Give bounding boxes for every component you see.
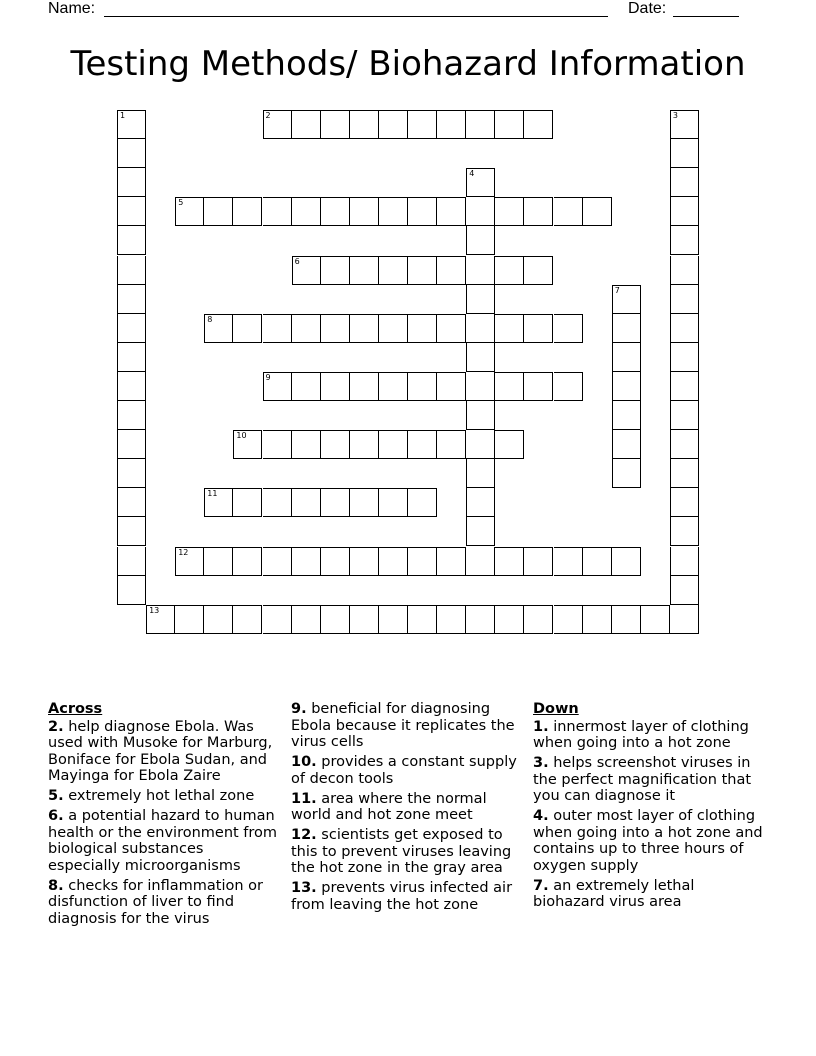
cell-number: 6 — [294, 256, 300, 266]
grid-cell[interactable] — [350, 547, 379, 576]
grid-cell[interactable] — [670, 430, 699, 459]
grid-cell[interactable] — [466, 314, 495, 343]
grid-cell[interactable] — [670, 488, 699, 517]
clue-down-3 — [533, 755, 768, 805]
grid-cell[interactable] — [175, 605, 204, 634]
cell-number: 13 — [149, 605, 160, 615]
cell-number: 3 — [672, 111, 678, 120]
clue-across-12 — [291, 827, 527, 877]
grid-cell[interactable] — [466, 372, 495, 401]
down-heading: Down — [533, 701, 579, 717]
grid-cell[interactable] — [408, 256, 437, 285]
clue-text: help diagnose Ebola. Was used with Musoke for Marburg, Boniface for Ebola Sudan, and Mayinga for Ebola Zaire — [48, 718, 273, 784]
grid-cell[interactable] — [117, 314, 146, 343]
grid-cell[interactable] — [408, 488, 437, 517]
cell-number: 2 — [265, 111, 271, 120]
grid-cell[interactable] — [263, 372, 292, 401]
grid-cell[interactable] — [350, 197, 379, 226]
grid-cell[interactable] — [233, 314, 262, 343]
grid-cell[interactable] — [408, 605, 437, 634]
clue-number: 13. — [291, 880, 317, 896]
grid-cell[interactable] — [350, 430, 379, 459]
grid-cell[interactable] — [437, 547, 466, 576]
grid-cell[interactable] — [350, 110, 379, 139]
grid-cell[interactable] — [292, 256, 321, 285]
clue-down-1 — [533, 719, 768, 752]
cell-number: 8 — [207, 314, 213, 324]
grid-cell[interactable] — [117, 401, 146, 430]
cell-number: 12 — [178, 547, 189, 557]
date-label: Date: — [628, 0, 667, 17]
grid-cell[interactable] — [292, 197, 321, 226]
cell-number: 11 — [207, 489, 218, 499]
grid-cell[interactable] — [583, 605, 612, 634]
grid-cell[interactable] — [350, 605, 379, 634]
grid-cell[interactable] — [321, 430, 350, 459]
grid-cell[interactable] — [583, 547, 612, 576]
grid-cell[interactable] — [292, 488, 321, 517]
grid-cell[interactable] — [321, 256, 350, 285]
clue-down-7 — [533, 878, 768, 911]
grid-cell[interactable] — [466, 197, 495, 226]
grid-cell[interactable] — [379, 605, 408, 634]
grid-cell[interactable] — [495, 256, 524, 285]
grid-cell[interactable] — [466, 547, 495, 576]
grid-cell[interactable] — [524, 110, 553, 139]
clue-column-1 — [48, 701, 280, 931]
grid-cell[interactable] — [466, 459, 495, 488]
clue-text: an extremely lethal biohazard virus area — [533, 877, 695, 910]
grid-cell[interactable] — [495, 605, 524, 634]
grid-cell[interactable] — [466, 517, 495, 546]
grid-cell[interactable] — [321, 372, 350, 401]
grid-cell[interactable] — [670, 197, 699, 226]
grid-cell[interactable] — [117, 343, 146, 372]
grid-cell[interactable] — [466, 256, 495, 285]
grid-cell[interactable] — [117, 430, 146, 459]
grid-cell[interactable] — [524, 547, 553, 576]
grid-cell[interactable] — [292, 110, 321, 139]
grid-cell[interactable] — [321, 314, 350, 343]
clue-column-2 — [291, 701, 527, 917]
clue-text: helps screenshot viruses in the perfect magnification that you can diagnose it — [533, 755, 752, 804]
clue-text: a potential hazard to human health or the environment from biological substances especially microorganisms — [48, 808, 278, 874]
grid-cell[interactable] — [263, 605, 292, 634]
grid-cell[interactable] — [292, 605, 321, 634]
grid-cell[interactable] — [408, 372, 437, 401]
clue-text: outer most layer of clothing when going into a hot zone and contains up to three hours of oxygen supply — [533, 808, 763, 874]
clue-text: scientists get exposed to this to prevent viruses leaving the hot zone in the gray area — [291, 827, 512, 876]
cell-number: 1 — [120, 111, 126, 120]
grid-cell[interactable] — [379, 547, 408, 576]
grid-cell[interactable] — [321, 488, 350, 517]
grid-cell[interactable] — [204, 547, 233, 576]
grid-cell[interactable] — [379, 197, 408, 226]
grid-cell[interactable] — [670, 576, 699, 605]
grid-cell[interactable] — [292, 430, 321, 459]
clue-text: extremely hot lethal zone — [68, 788, 255, 804]
date-blank-line[interactable] — [673, 16, 739, 17]
grid-cell[interactable] — [350, 256, 379, 285]
grid-cell[interactable] — [466, 285, 495, 314]
grid-cell[interactable] — [524, 605, 553, 634]
grid-cell[interactable] — [670, 605, 699, 634]
grid-cell[interactable] — [670, 372, 699, 401]
clue-number: 11. — [291, 790, 317, 807]
grid-cell[interactable] — [379, 430, 408, 459]
grid-cell[interactable] — [292, 547, 321, 576]
grid-cell[interactable] — [117, 285, 146, 314]
grid-cell[interactable] — [408, 110, 437, 139]
grid-cell[interactable] — [495, 547, 524, 576]
grid-cell[interactable] — [670, 401, 699, 430]
grid-cell[interactable] — [350, 314, 379, 343]
grid-cell[interactable] — [408, 314, 437, 343]
clue-number: 1. — [533, 718, 549, 735]
clue-across-9 — [291, 701, 527, 751]
grid-cell[interactable] — [263, 547, 292, 576]
grid-cell[interactable] — [263, 488, 292, 517]
clue-across-11 — [291, 791, 527, 824]
grid-cell[interactable] — [117, 168, 146, 197]
grid-cell[interactable] — [117, 226, 146, 255]
clue-across-2 — [48, 719, 280, 785]
grid-cell[interactable] — [612, 343, 641, 372]
grid-cell[interactable] — [612, 401, 641, 430]
grid-cell[interactable] — [175, 547, 204, 576]
name-label: Name: — [48, 0, 96, 17]
clue-text: area where the normal world and hot zone meet — [291, 790, 487, 823]
grid-cell[interactable] — [117, 517, 146, 546]
grid-cell[interactable] — [117, 256, 146, 285]
clue-number: 7. — [533, 877, 549, 894]
grid-cell[interactable] — [233, 488, 262, 517]
cell-number: 10 — [236, 431, 247, 441]
grid-cell[interactable] — [670, 168, 699, 197]
clue-text: prevents virus infected air from leaving the hot zone — [291, 880, 513, 913]
grid-cell[interactable] — [670, 547, 699, 576]
grid-cell[interactable] — [612, 605, 641, 634]
grid-cell[interactable] — [437, 372, 466, 401]
grid-cell[interactable] — [292, 314, 321, 343]
grid-cell[interactable] — [670, 285, 699, 314]
grid-cell[interactable] — [495, 430, 524, 459]
clue-number: 5. — [48, 788, 64, 804]
grid-cell[interactable] — [408, 547, 437, 576]
clue-text: checks for inflammation or disfunction of liver to find diagnosis for the virus — [48, 877, 263, 927]
grid-cell[interactable] — [117, 547, 146, 576]
clue-number: 8. — [48, 877, 64, 894]
grid-cell[interactable] — [379, 314, 408, 343]
grid-cell[interactable] — [466, 110, 495, 139]
grid-cell[interactable] — [437, 256, 466, 285]
grid-cell[interactable] — [117, 197, 146, 226]
grid-cell[interactable] — [233, 605, 262, 634]
grid-cell[interactable] — [146, 605, 175, 634]
clue-number: 6. — [48, 808, 64, 824]
grid-cell[interactable] — [263, 314, 292, 343]
grid-cell[interactable] — [263, 110, 292, 139]
grid-cell[interactable] — [117, 488, 146, 517]
grid-cell[interactable] — [437, 197, 466, 226]
grid-cell[interactable] — [641, 605, 670, 634]
grid-cell[interactable] — [233, 547, 262, 576]
grid-cell[interactable] — [524, 197, 553, 226]
grid-cell[interactable] — [670, 459, 699, 488]
crossword-grid — [117, 110, 699, 634]
grid-cell[interactable] — [670, 226, 699, 255]
clue-text: provides a constant supply of decon tools — [291, 754, 517, 787]
across-heading: Across — [48, 701, 103, 717]
cell-number: 9 — [265, 372, 271, 382]
name-blank-line[interactable] — [104, 16, 608, 17]
clue-number: 10. — [291, 754, 317, 770]
grid-cell[interactable] — [117, 459, 146, 488]
clue-number: 12. — [291, 827, 317, 843]
name-date-header — [48, 0, 768, 20]
grid-cell[interactable] — [408, 197, 437, 226]
cell-number: 5 — [178, 198, 184, 208]
grid-cell[interactable] — [437, 110, 466, 139]
cell-number: 4 — [469, 169, 475, 179]
grid-cell[interactable] — [466, 168, 495, 197]
clue-across-8 — [48, 878, 280, 928]
grid-cell[interactable] — [263, 197, 292, 226]
grid-cell[interactable] — [612, 459, 641, 488]
grid-cell[interactable] — [612, 372, 641, 401]
grid-cell[interactable] — [233, 197, 262, 226]
grid-cell[interactable] — [583, 197, 612, 226]
grid-cell[interactable] — [321, 547, 350, 576]
grid-cell[interactable] — [204, 314, 233, 343]
grid-cell[interactable] — [350, 488, 379, 517]
grid-cell[interactable] — [554, 197, 583, 226]
grid-cell[interactable] — [292, 372, 321, 401]
puzzle-title: Testing Methods/ Biohazard Information — [70, 44, 746, 84]
grid-cell[interactable] — [670, 343, 699, 372]
cell-number: 7 — [614, 285, 620, 295]
clue-number: 4. — [533, 808, 549, 824]
grid-cell[interactable] — [321, 110, 350, 139]
clue-text: beneficial for diagnosing Ebola because it replicates the virus cells — [291, 701, 515, 750]
grid-cell[interactable] — [466, 226, 495, 255]
grid-cell[interactable] — [612, 314, 641, 343]
grid-cell[interactable] — [670, 256, 699, 285]
grid-cell[interactable] — [495, 372, 524, 401]
clue-number: 3. — [533, 755, 549, 771]
grid-cell[interactable] — [554, 605, 583, 634]
grid-cell[interactable] — [379, 256, 408, 285]
grid-cell[interactable] — [321, 197, 350, 226]
grid-cell[interactable] — [321, 605, 350, 634]
grid-cell[interactable] — [117, 139, 146, 168]
grid-cell[interactable] — [437, 605, 466, 634]
clue-number: 9. — [291, 701, 307, 717]
grid-cell[interactable] — [670, 110, 699, 139]
grid-cell[interactable] — [495, 197, 524, 226]
grid-cell[interactable] — [437, 314, 466, 343]
clue-number: 2. — [48, 718, 64, 735]
grid-cell[interactable] — [670, 314, 699, 343]
clue-across-5 — [48, 788, 280, 805]
grid-cell[interactable] — [204, 605, 233, 634]
grid-cell[interactable] — [466, 488, 495, 517]
grid-cell[interactable] — [437, 430, 466, 459]
clue-across-10 — [291, 754, 527, 787]
grid-cell[interactable] — [670, 139, 699, 168]
grid-cell[interactable] — [554, 372, 583, 401]
grid-cell[interactable] — [204, 197, 233, 226]
grid-cell[interactable] — [117, 576, 146, 605]
grid-cell[interactable] — [379, 372, 408, 401]
grid-cell[interactable] — [524, 372, 553, 401]
grid-cell[interactable] — [524, 256, 553, 285]
grid-cell[interactable] — [408, 430, 437, 459]
grid-cell[interactable] — [554, 314, 583, 343]
grid-cell[interactable] — [670, 517, 699, 546]
grid-cell[interactable] — [204, 488, 233, 517]
grid-cell[interactable] — [263, 430, 292, 459]
grid-cell[interactable] — [466, 430, 495, 459]
grid-cell[interactable] — [233, 430, 262, 459]
clue-text: innermost layer of clothing when going into a hot zone — [533, 718, 749, 751]
grid-cell[interactable] — [612, 430, 641, 459]
grid-cell[interactable] — [612, 285, 641, 314]
grid-cell[interactable] — [466, 343, 495, 372]
grid-cell[interactable] — [350, 372, 379, 401]
grid-cell[interactable] — [466, 605, 495, 634]
clue-across-6 — [48, 808, 280, 874]
grid-cell[interactable] — [466, 401, 495, 430]
clue-across-13 — [291, 880, 527, 913]
grid-cell[interactable] — [495, 110, 524, 139]
grid-cell[interactable] — [379, 110, 408, 139]
grid-cell[interactable] — [175, 197, 204, 226]
clue-column-3 — [533, 701, 768, 914]
grid-cell[interactable] — [379, 488, 408, 517]
grid-cell[interactable] — [117, 110, 146, 139]
grid-cell[interactable] — [524, 314, 553, 343]
grid-cell[interactable] — [554, 547, 583, 576]
clue-down-4 — [533, 808, 768, 874]
grid-cell[interactable] — [495, 314, 524, 343]
grid-cell[interactable] — [117, 372, 146, 401]
grid-cell[interactable] — [612, 547, 641, 576]
